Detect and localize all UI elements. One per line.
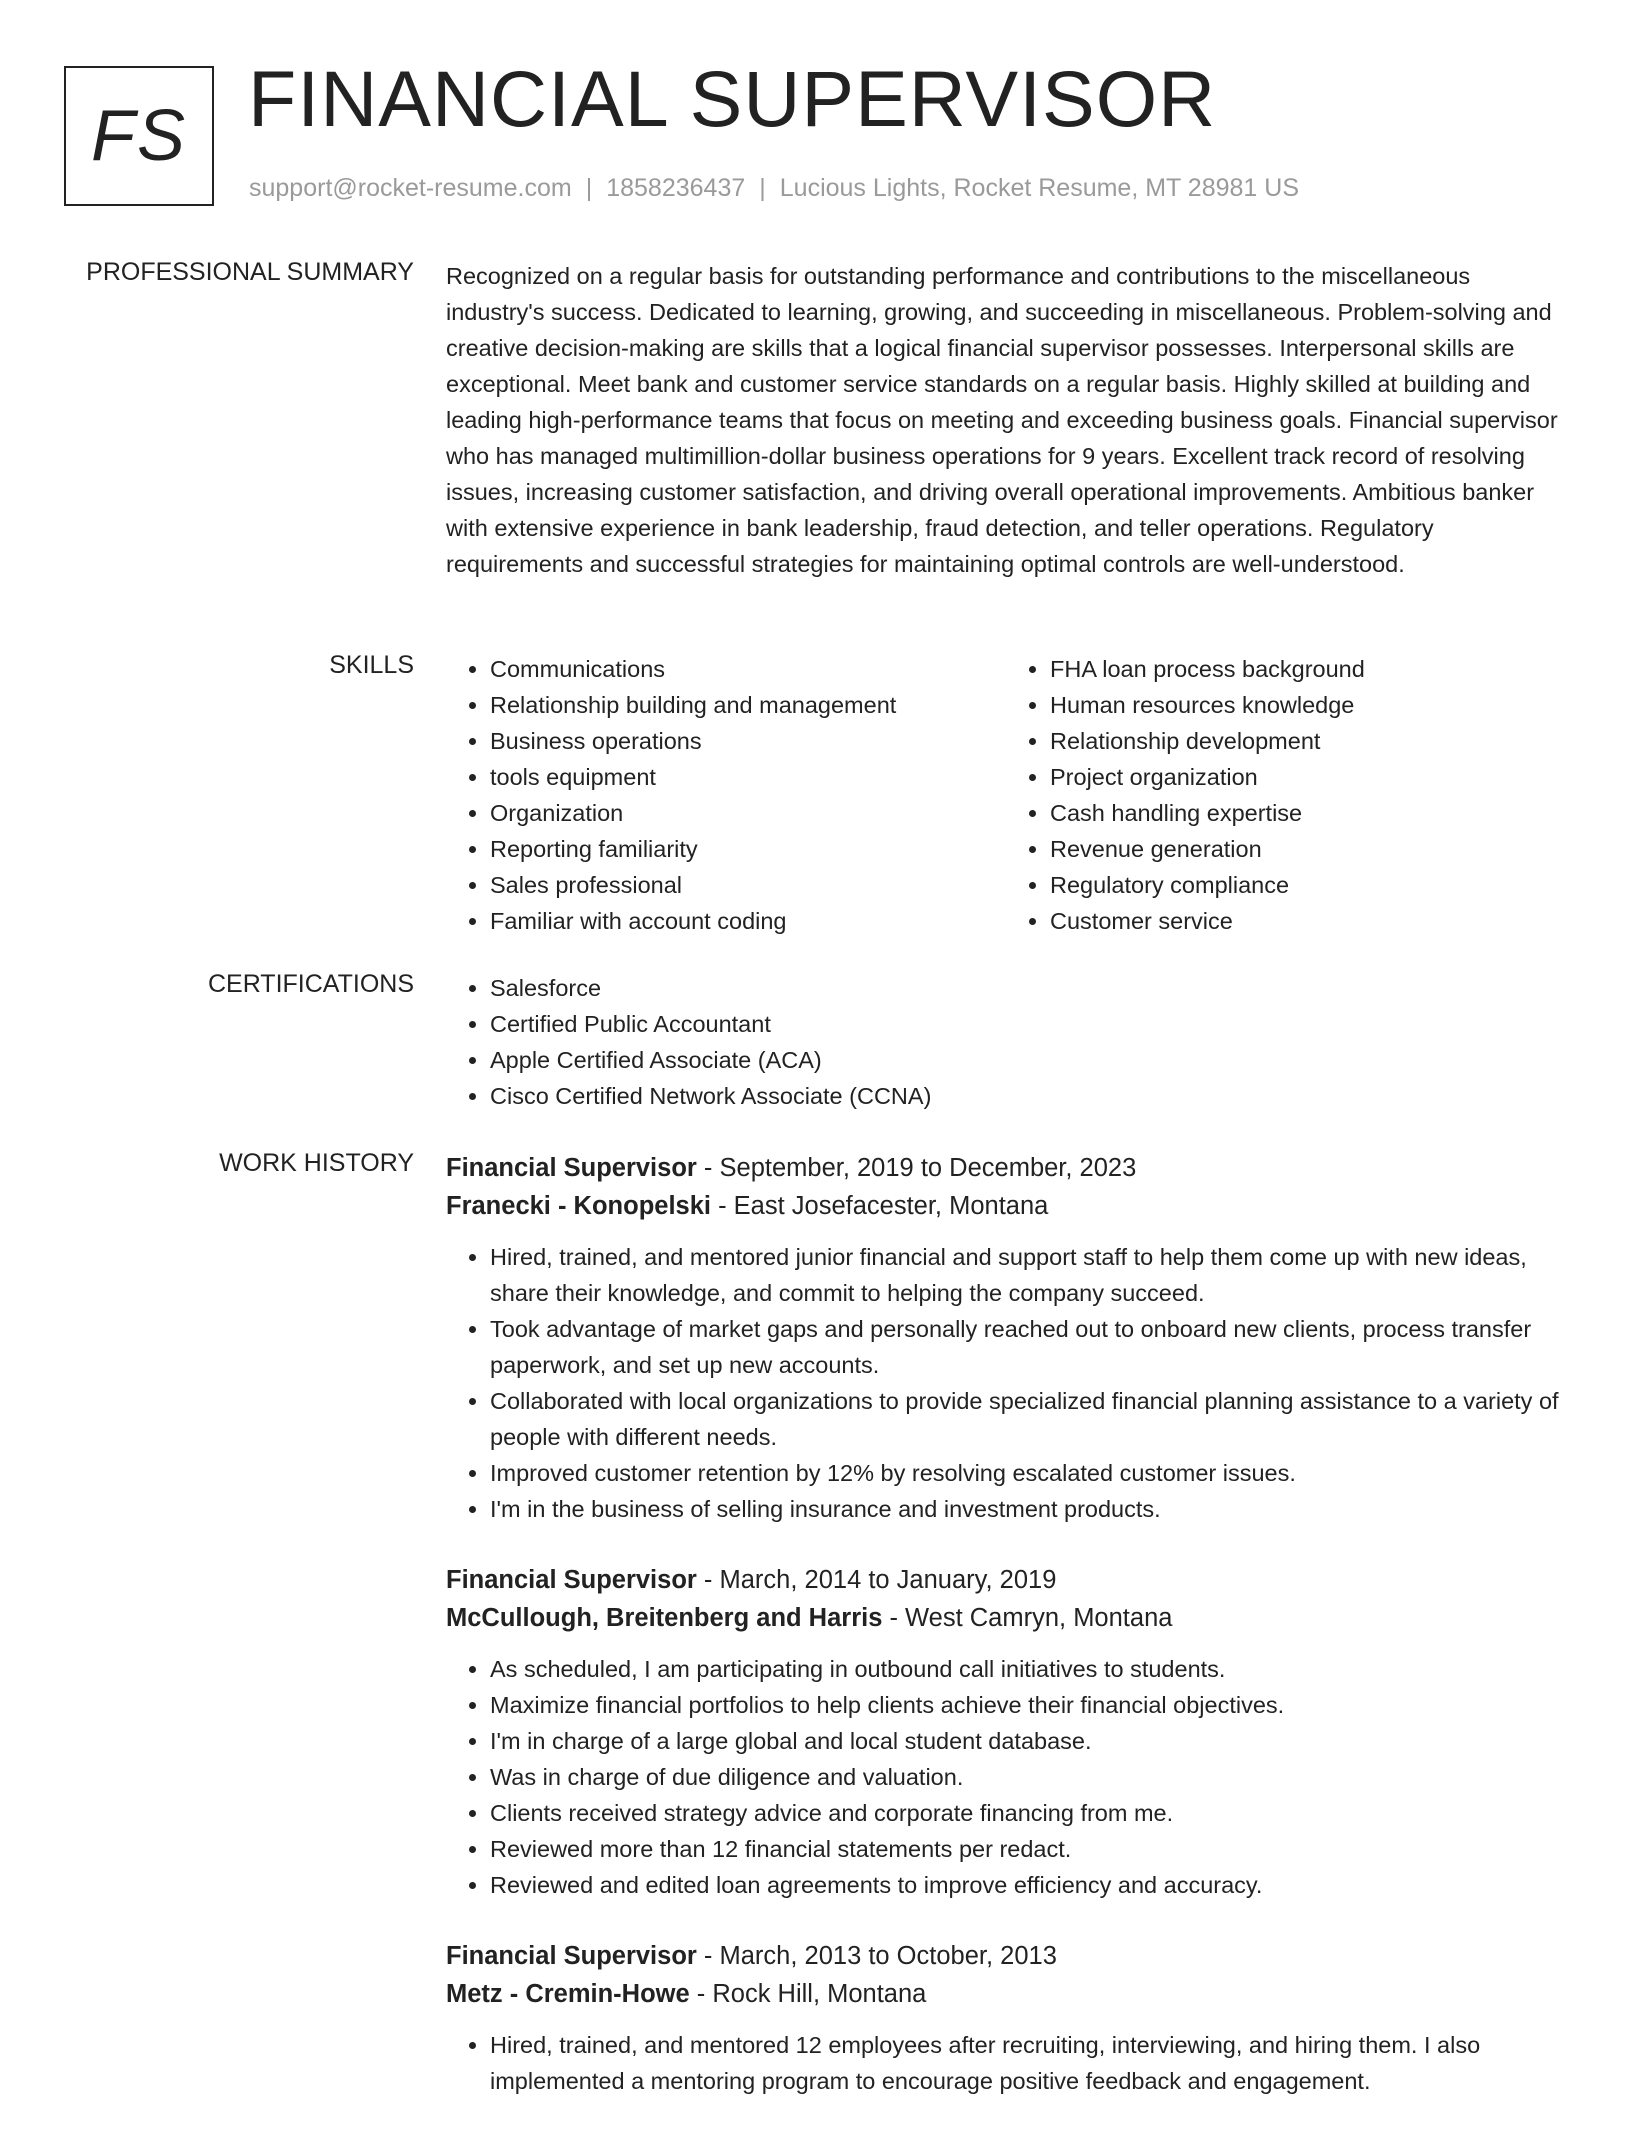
skill-item: • Reporting familiarity [490, 831, 1006, 867]
job-entry [446, 1937, 1566, 2099]
job-bullet: • Hired, trained, and mentored junior financial and support staff to help them come up with new ideas, share their knowledge, and commit to helping the company succeed. [490, 1239, 1566, 1311]
job-bullet: • Was in charge of due diligence and valuation. [490, 1759, 1566, 1795]
summary-body [446, 258, 1566, 582]
job-title: Financial Supervisor [446, 1154, 697, 1182]
contact-address: Lucious Lights, Rocket Resume, MT 28981 US [779, 174, 1300, 202]
contact-phone: 1858236437 [606, 174, 746, 202]
monogram-box [64, 66, 214, 206]
job-company-line [446, 1975, 1566, 2013]
job-company-line [446, 1187, 1566, 1225]
job-company: Metz - Cremin-Howe [446, 1980, 690, 2008]
job-bullet: • I'm in charge of a large global and local student database. [490, 1723, 1566, 1759]
certification-item: • Salesforce [490, 970, 1566, 1006]
work-history-body [446, 1149, 1566, 2133]
skills-label: SKILLS [329, 651, 414, 679]
certifications-list [446, 970, 1566, 1114]
job-location: - Rock Hill, Montana [689, 1980, 927, 2008]
job-title: Financial Supervisor [446, 1942, 697, 1970]
job-dates: - September, 2019 to December, 2023 [696, 1154, 1137, 1182]
job-bullet: • Took advantage of market gaps and personally reached out to onboard new clients, process transfer paperwork, and set up new accounts. [490, 1311, 1566, 1383]
job-location: - East Josefacester, Montana [711, 1192, 1049, 1220]
certification-item: • Certified Public Accountant [490, 1006, 1566, 1042]
job-dates: - March, 2013 to October, 2013 [696, 1942, 1057, 1970]
job-company: Franecki - Konopelski [446, 1192, 711, 1220]
job-bullets [446, 1239, 1566, 1527]
skill-item: • FHA loan process background [1050, 651, 1566, 687]
skill-item: • Organization [490, 795, 1006, 831]
job-bullet: • Reviewed and edited loan agreements to improve efficiency and accuracy. [490, 1867, 1566, 1903]
skill-item: • Sales professional [490, 867, 1006, 903]
skill-item: • Business operations [490, 723, 1006, 759]
skill-item: • Human resources knowledge [1050, 687, 1566, 723]
skill-item: • Familiar with account coding [490, 903, 1006, 939]
job-bullet: • As scheduled, I am participating in outbound call initiatives to students. [490, 1651, 1566, 1687]
summary-text: Recognized on a regular basis for outstanding performance and contributions to the miscellaneous industry's success. Dedicated to learning, growing, and succeeding in miscellaneous. Problem-solving and creative decision-making are skills that a logical financial supervisor possesses. Interpersonal skills are exceptional. Meet bank and customer service standards on a regular basis. Highly skilled at building and leading high-performance teams that focus on meeting and exceeding business goals. Financial supervisor who has managed multimillion-dollar business operations for 9 years. Excellent track record of resolving issues, increasing customer satisfaction, and driving overall operational improvements. Ambitious banker with extensive experience in bank leadership, fraud detection, and teller operations. Regulatory requirements and successful strategies for maintaining optimal controls are well-understood. [446, 263, 1558, 577]
summary-label: PROFESSIONAL SUMMARY [86, 258, 414, 286]
skill-item: • Regulatory compliance [1050, 867, 1566, 903]
skill-item: • Communications [490, 651, 1006, 687]
resume-name: FINANCIAL SUPERVISOR [248, 54, 1217, 143]
job-bullets [446, 2027, 1566, 2099]
job-bullet: • Maximize financial portfolios to help clients achieve their financial objectives. [490, 1687, 1566, 1723]
job-bullets [446, 1651, 1566, 1903]
skill-item: • Relationship building and management [490, 687, 1006, 723]
job-company: McCullough, Breitenberg and Harris [446, 1604, 883, 1632]
job-entry [446, 1561, 1566, 1903]
job-bullet: • Reviewed more than 12 financial statements per redact. [490, 1831, 1566, 1867]
job-bullet: • I'm in the business of selling insurance and investment products. [490, 1491, 1566, 1527]
skill-item: • Relationship development [1050, 723, 1566, 759]
skill-item: • Customer service [1050, 903, 1566, 939]
work-history-label: WORK HISTORY [219, 1149, 414, 1177]
job-location: - West Camryn, Montana [882, 1604, 1173, 1632]
skill-item: • Cash handling expertise [1050, 795, 1566, 831]
job-title-line [446, 1149, 1566, 1187]
job-title-line [446, 1937, 1566, 1975]
job-bullet: • Collaborated with local organizations to provide specialized financial planning assistance to a variety of people with different needs. [490, 1383, 1566, 1455]
certification-item: • Apple Certified Associate (ACA) [490, 1042, 1566, 1078]
skills-body [446, 651, 1566, 939]
job-bullet: • Clients received strategy advice and corporate financing from me. [490, 1795, 1566, 1831]
certifications-body [446, 970, 1566, 1114]
job-bullet: • Hired, trained, and mentored 12 employees after recruiting, interviewing, and hiring them. I also implemented a mentoring program to encourage positive feedback and engagement. [490, 2027, 1566, 2099]
job-dates: - March, 2014 to January, 2019 [696, 1566, 1057, 1594]
skill-item: • tools equipment [490, 759, 1006, 795]
certification-item: • Cisco Certified Network Associate (CCNA) [490, 1078, 1566, 1114]
monogram-initials: FS [90, 96, 187, 176]
certifications-label: CERTIFICATIONS [207, 970, 414, 998]
skill-item: • Project organization [1050, 759, 1566, 795]
job-title: Financial Supervisor [446, 1566, 697, 1594]
contact-separator: | [759, 174, 766, 202]
contact-email: support@rocket-resume.com [249, 174, 572, 202]
skills-list-left [446, 651, 1006, 939]
contact-line [249, 174, 1299, 203]
skill-item: • Revenue generation [1050, 831, 1566, 867]
job-title-line [446, 1561, 1566, 1599]
job-entry [446, 1149, 1566, 1527]
job-company-line [446, 1599, 1566, 1637]
job-bullet: • Improved customer retention by 12% by resolving escalated customer issues. [490, 1455, 1566, 1491]
skills-list-right [1006, 651, 1566, 939]
contact-separator: | [585, 174, 593, 202]
